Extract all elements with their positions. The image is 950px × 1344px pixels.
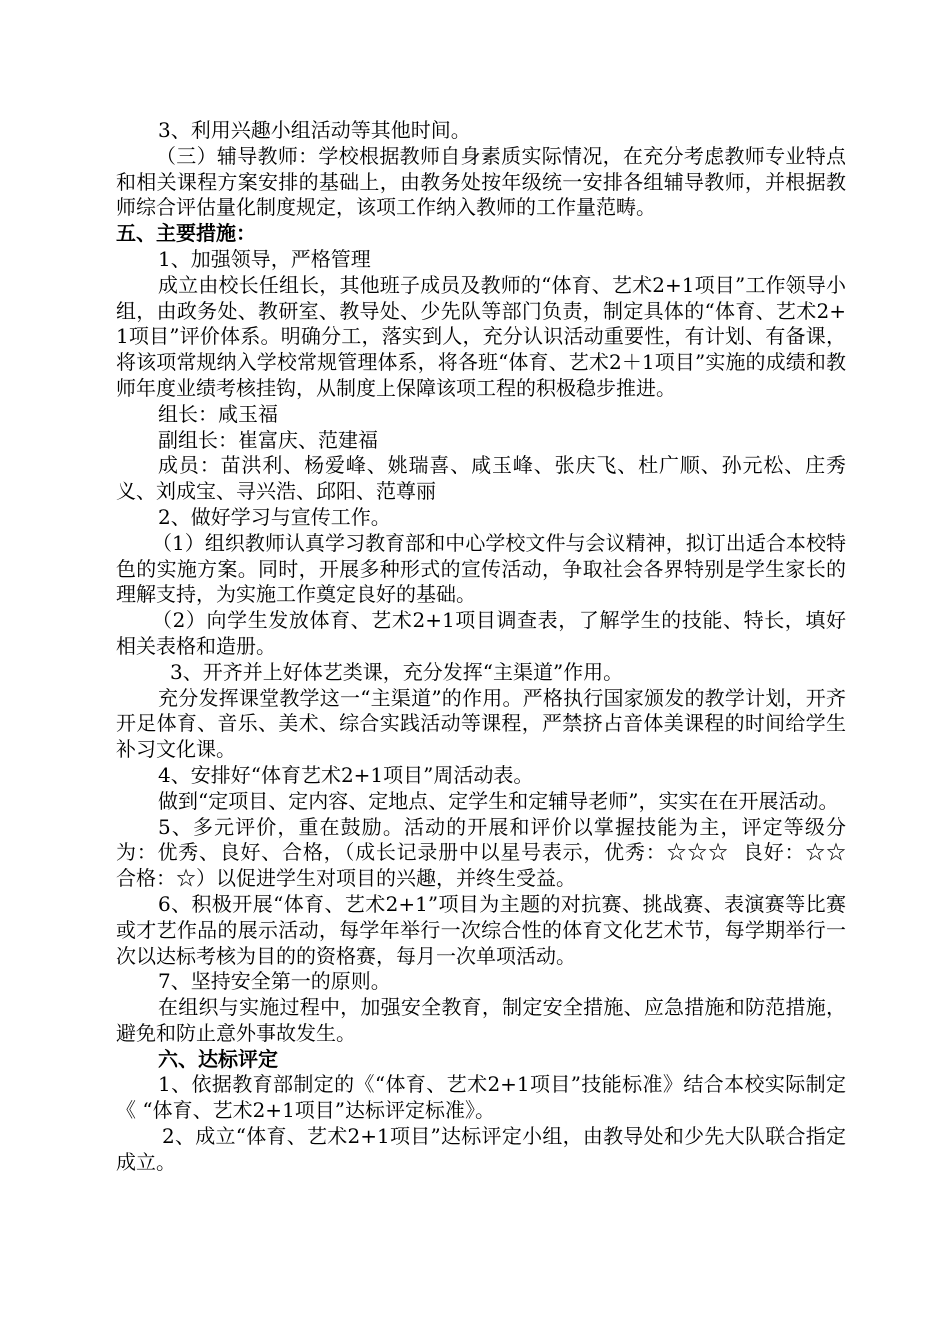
para-5-2-1: （1）组织教师认真学习教育部和中心学校文件与会议精神，拟订出适合本校特色的实施方案。同时，开展多种形式的宣传活动，争取社会各界特别是学生家长的理解支持，为实施工作奠定良好的基础。 xyxy=(116,530,846,607)
para-vice-leader: 副组长：崔富庆、范建福 xyxy=(158,427,378,452)
para-6-1: 1、依据教育部制定的《“体育、艺术2+1项目”技能标准》结合本校实际制定《 “体育、艺术2+1项目”达标评定标准》。 xyxy=(116,1072,846,1123)
para-5-7-body: 在组织与实施过程中，加强安全教育，制定安全措施、应急措施和防范措施，避免和防止意外事故发生。 xyxy=(116,995,846,1045)
document-page xyxy=(116,118,859,1176)
para-5-1-body: 成立由校长任组长，其他班子成员及教师的“体育、艺术2+1项目”工作领导小组，由政务处、教研室、教导处、少先队等部门负责，制定具体的“体育、艺术2+1项目”评价体系。明确分工，落实到人，充分认识活动重要性，有计划、有备课，将该项常规纳入学校常规管理体系，将各班“体育、艺术2＋1项目”实施的成绩和教师年度业绩考核挂钩，从制度上保障该项工程的积极稳步推进。 xyxy=(116,272,846,400)
para-5-3-body: 充分发挥课堂教学这一“主渠道”的作用。严格执行国家颁发的教学计划，开齐开足体育、音乐、美术、综合实践活动等课程，严禁挤占音体美课程的时间给学生补习文化课。 xyxy=(116,685,846,762)
para-5-1-title: 1、加强领导，严格管理 xyxy=(158,246,371,271)
para-5-4-body: 做到“定项目、定内容、定地点、定学生和定辅导老师”，实实在在开展活动。 xyxy=(158,788,839,813)
para-5-7-title: 7、坚持安全第一的原则。 xyxy=(158,969,391,994)
para-5-5: 5、多元评价，重在鼓励。活动的开展和评价以掌握技能为主，评定等级分为：优秀、良好、合格，（成长记录册中以星号表示，优秀：☆☆☆ 良好：☆☆ 合格：☆）以促进学生对项目的兴趣，并终生受益。 xyxy=(116,814,859,891)
para-5-2-title: 2、做好学习与宣传工作。 xyxy=(158,504,391,529)
para-5-6: 6、积极开展“体育、艺术2+1”项目为主题的对抗赛、挑战赛、表演赛等比赛或才艺作品的展示活动，每学年举行一次综合性的体育文化艺术节，每学期举行一次以达标考核为目的的资格赛，每月一次单项活动。 xyxy=(116,891,846,968)
para-3-interest-group: 3、利用兴趣小组活动等其他时间。 xyxy=(158,118,471,142)
para-leader: 组长：咸玉福 xyxy=(158,401,278,426)
heading-5-main-measures: 五、主要措施： xyxy=(116,221,256,246)
para-5-3-title: 3、开齐并上好体艺类课，充分发挥“主渠道”作用。 xyxy=(170,659,624,684)
para-members: 成员：苗洪利、杨爱峰、姚瑞喜、咸玉峰、张庆飞、杜广顺、孙元松、庄秀义、刘成宝、寻兴浩、邱阳、范尊丽 xyxy=(116,453,846,504)
para-3-tutor-teachers: （三）辅导教师：学校根据教师自身素质实际情况，在充分考虑教师专业特点和相关课程方案安排的基础上，由教务处按年级统一安排各组辅导教师，并根据教师综合评估量化制度规定，该项工作纳入教师的工作量范畴。 xyxy=(116,143,846,220)
para-5-4-title: 4、安排好“体育艺术2+1项目”周活动表。 xyxy=(158,762,534,787)
heading-6-assessment: 六、达标评定 xyxy=(158,1046,278,1071)
para-6-2: 2、成立“体育、艺术2+1项目”达标评定小组，由教导处和少先大队联合指定成立。 xyxy=(116,1124,846,1174)
para-5-2-2: （2）向学生发放体育、艺术2+1项目调查表，了解学生的技能、特长，填好相关表格和造册。 xyxy=(116,608,846,658)
